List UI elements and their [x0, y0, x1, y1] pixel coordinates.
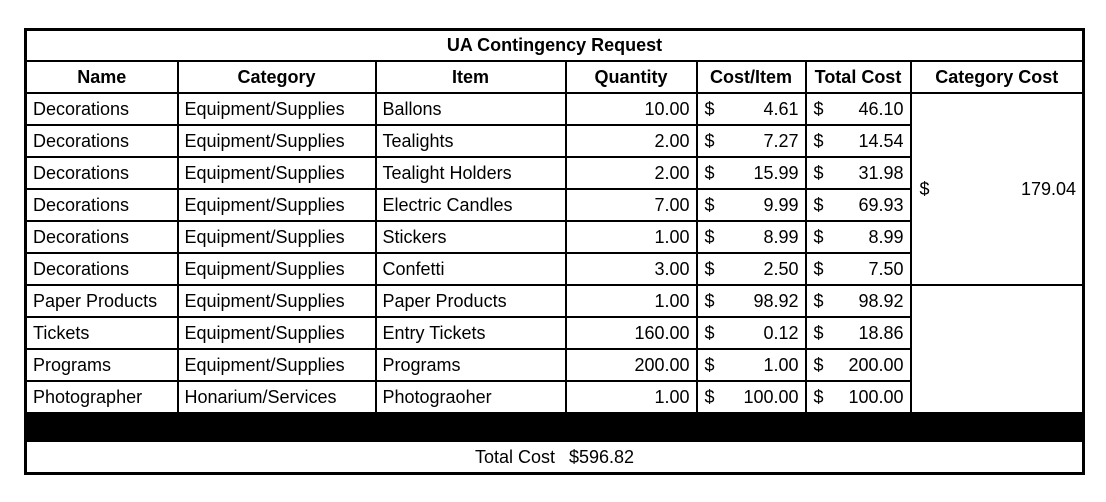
filled-separator-row	[26, 413, 1084, 441]
currency-symbol: $	[813, 226, 824, 247]
name-cell: Decorations	[26, 157, 178, 189]
category-cell: Equipment/Supplies	[178, 93, 376, 125]
currency-symbol: $	[704, 290, 715, 311]
currency-symbol: $	[813, 386, 824, 407]
item-cell: Paper Products	[376, 285, 566, 317]
name-cell: Tickets	[26, 317, 178, 349]
cost-per-item-cell	[697, 221, 806, 253]
currency-symbol: $	[704, 98, 715, 119]
table-row	[26, 285, 1084, 317]
total-value: 31.98	[858, 162, 904, 183]
currency-symbol: $	[704, 162, 715, 183]
total-cost-cell	[806, 125, 911, 157]
grand-total-cell	[26, 441, 1084, 474]
currency-symbol: $	[704, 226, 715, 247]
category-cost-merged-cell	[911, 93, 1084, 285]
quantity-cell: 2.00	[566, 157, 697, 189]
category-cell: Equipment/Supplies	[178, 253, 376, 285]
table-title: UA Contingency Request	[26, 30, 1084, 61]
total-cost-cell	[806, 317, 911, 349]
category-cell: Equipment/Supplies	[178, 317, 376, 349]
cost-per-item-cell	[697, 285, 806, 317]
total-value: 46.10	[858, 98, 904, 119]
currency-symbol: $	[704, 386, 715, 407]
item-cell: Ballons	[376, 93, 566, 125]
currency-symbol: $	[704, 130, 715, 151]
cost-per-item-cell	[697, 157, 806, 189]
item-cell: Tealight Holders	[376, 157, 566, 189]
cost-value: 1.00	[763, 354, 799, 375]
table-title-row	[26, 30, 1084, 61]
cost-value: 7.27	[763, 130, 799, 151]
category-cell: Equipment/Supplies	[178, 189, 376, 221]
total-value: 98.92	[858, 290, 904, 311]
total-value: 69.93	[858, 194, 904, 215]
total-cost-cell	[806, 221, 911, 253]
total-value: 8.99	[868, 226, 904, 247]
total-value: 18.86	[858, 322, 904, 343]
cost-per-item-cell	[697, 189, 806, 221]
currency-symbol: $	[813, 258, 824, 279]
cost-value: 0.12	[763, 322, 799, 343]
total-cost-cell	[806, 157, 911, 189]
grand-total-row	[26, 441, 1084, 474]
currency-symbol: $	[813, 290, 824, 311]
currency-symbol: $	[813, 130, 824, 151]
quantity-cell: 2.00	[566, 125, 697, 157]
quantity-cell: 1.00	[566, 221, 697, 253]
category-cost-filled-block	[911, 285, 1084, 413]
category-cell: Equipment/Supplies	[178, 221, 376, 253]
total-cost-cell	[806, 349, 911, 381]
cost-per-item-cell	[697, 125, 806, 157]
cost-value: 98.92	[753, 290, 799, 311]
category-cell: Equipment/Supplies	[178, 349, 376, 381]
name-cell: Photographer	[26, 381, 178, 413]
cost-per-item-cell	[697, 349, 806, 381]
column-header-category-cost: Category Cost	[911, 61, 1084, 93]
quantity-cell: 1.00	[566, 381, 697, 413]
currency-symbol: $	[704, 258, 715, 279]
total-cost-cell	[806, 93, 911, 125]
cost-per-item-cell	[697, 381, 806, 413]
total-value: 200.00	[848, 354, 904, 375]
cost-value: 9.99	[763, 194, 799, 215]
cost-value: 2.50	[763, 258, 799, 279]
cost-value: 4.61	[763, 98, 799, 119]
total-value: 14.54	[858, 130, 904, 151]
currency-symbol: $	[813, 98, 824, 119]
name-cell: Decorations	[26, 253, 178, 285]
currency-symbol: $	[704, 194, 715, 215]
cost-per-item-cell	[697, 317, 806, 349]
category-cell: Honarium/Services	[178, 381, 376, 413]
contingency-request-table	[24, 28, 1085, 475]
total-cost-cell	[806, 253, 911, 285]
cost-value: 8.99	[763, 226, 799, 247]
name-cell: Paper Products	[26, 285, 178, 317]
name-cell: Decorations	[26, 93, 178, 125]
quantity-cell: 7.00	[566, 189, 697, 221]
quantity-cell: 3.00	[566, 253, 697, 285]
currency-symbol: $	[704, 354, 715, 375]
cost-per-item-cell	[697, 253, 806, 285]
name-cell: Decorations	[26, 125, 178, 157]
total-cost-cell	[806, 189, 911, 221]
column-header-total-cost: Total Cost	[806, 61, 911, 93]
filled-separator-cell	[26, 413, 1084, 441]
total-value: 100.00	[848, 386, 904, 407]
item-cell: Electric Candles	[376, 189, 566, 221]
total-value: 7.50	[868, 258, 904, 279]
grand-total-value: $596.82	[568, 446, 635, 467]
column-header-name: Name	[26, 61, 178, 93]
column-header-item: Item	[376, 61, 566, 93]
column-header-quantity: Quantity	[566, 61, 697, 93]
currency-symbol: $	[813, 194, 824, 215]
item-cell: Tealights	[376, 125, 566, 157]
category-cell: Equipment/Supplies	[178, 157, 376, 189]
currency-symbol: $	[813, 354, 824, 375]
quantity-cell: 1.00	[566, 285, 697, 317]
cost-value: 100.00	[743, 386, 799, 407]
total-cost-cell	[806, 285, 911, 317]
cost-per-item-cell	[697, 93, 806, 125]
total-cost-cell	[806, 381, 911, 413]
item-cell: Confetti	[376, 253, 566, 285]
currency-symbol: $	[813, 322, 824, 343]
name-cell: Decorations	[26, 221, 178, 253]
item-cell: Stickers	[376, 221, 566, 253]
column-header-category: Category	[178, 61, 376, 93]
category-cell: Equipment/Supplies	[178, 125, 376, 157]
currency-symbol: $	[704, 322, 715, 343]
header-row	[26, 61, 1084, 93]
item-cell: Photograoher	[376, 381, 566, 413]
item-cell: Programs	[376, 349, 566, 381]
category-cell: Equipment/Supplies	[178, 285, 376, 317]
quantity-cell: 10.00	[566, 93, 697, 125]
grand-total-label: Total Cost	[474, 446, 555, 467]
table-row	[26, 93, 1084, 125]
quantity-cell: 160.00	[566, 317, 697, 349]
currency-symbol: $	[813, 162, 824, 183]
currency-symbol: $	[919, 178, 930, 199]
column-header-cost-item: Cost/Item	[697, 61, 806, 93]
name-cell: Programs	[26, 349, 178, 381]
category-cost-value: 179.04	[1020, 178, 1077, 199]
name-cell: Decorations	[26, 189, 178, 221]
cost-value: 15.99	[753, 162, 799, 183]
quantity-cell: 200.00	[566, 349, 697, 381]
item-cell: Entry Tickets	[376, 317, 566, 349]
